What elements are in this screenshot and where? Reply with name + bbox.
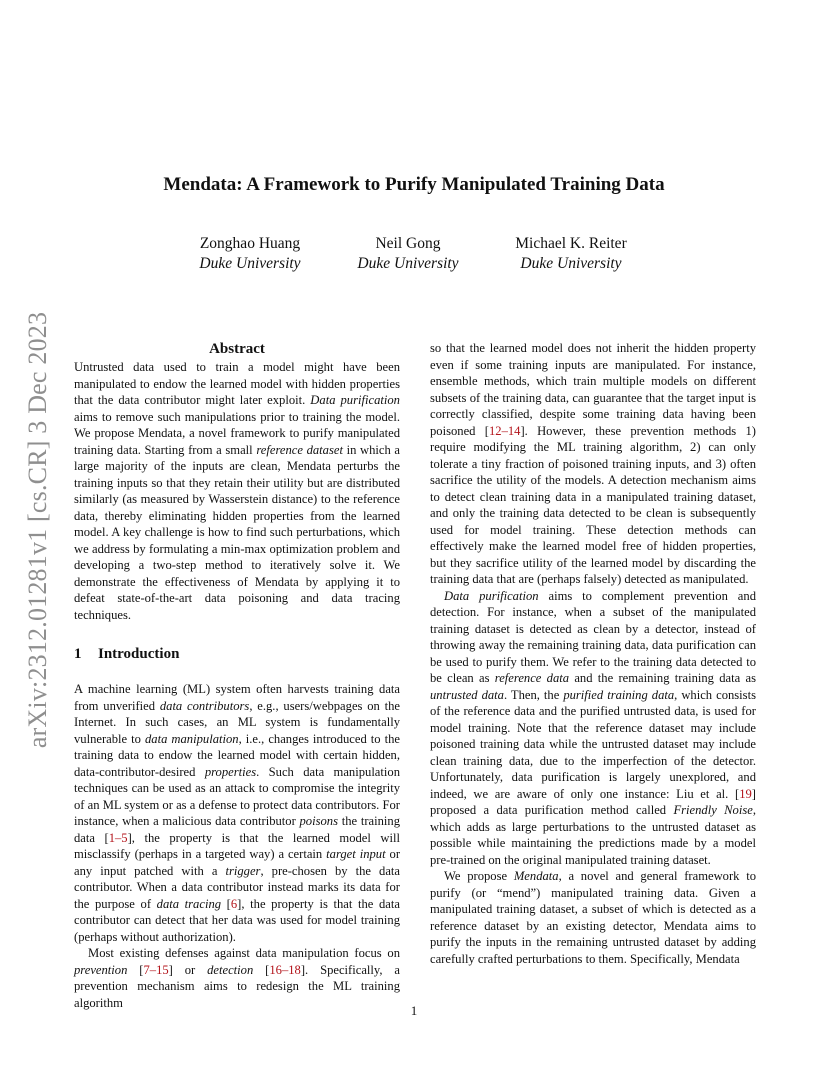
text-run: , e.g., users/webpages on the Internet. In such cases, an ML system is fundamentally vulnerable to xyxy=(74,698,401,746)
intro-paragraph xyxy=(74,945,400,1011)
section-number: 1 xyxy=(74,646,82,662)
page-number: 1 xyxy=(410,1003,418,1018)
emphasis-text: Friendly Noise xyxy=(673,803,753,817)
emphasis-text: purified training data xyxy=(563,687,675,702)
paper-title: Mendata: A Framework to Purify Manipulated Training Data xyxy=(163,174,665,195)
text-run: or any input patched with a xyxy=(74,847,401,878)
text-run: , a novel and general framework to purify (or “mend”) manipulated training data. Given a manipulated training dataset, a subset of which is detected as a reference dataset by an existing detector, Mendata aims to purify the inputs in the remaining untrusted dataset by adding carefully crafted perturbations to them. Specifically, Mendata xyxy=(430,869,756,966)
emphasis-text: target input xyxy=(326,847,386,861)
author-affiliation: Duke University xyxy=(357,255,459,272)
emphasis-text: Data purification xyxy=(444,588,539,603)
author-block xyxy=(318,234,498,274)
author-affiliation: Duke University xyxy=(199,255,301,272)
emphasis-text: detection xyxy=(207,962,254,977)
emphasis-text: properties xyxy=(204,764,257,779)
arxiv-identifier: arXiv:2312.01281v1 [cs.CR] 3 Dec 2023 xyxy=(23,311,52,749)
emphasis-text: data contributors xyxy=(159,698,250,713)
text-run: Most existing defenses against data manipulation focus on xyxy=(88,946,400,960)
abstract-heading: Abstract xyxy=(209,341,265,357)
arxiv-sidebar xyxy=(18,290,58,770)
emphasis-text: data manipulation xyxy=(145,731,239,746)
text-run: , which consists of the reference data and the purified untrusted data, is used for model training. Note that the reference dataset may include poisoned training data while the untrusted dataset may include clean training data, due to the imperfection of the detector. Unfortunately, data purification is largely unexplored, and indeed, we are aware of only one instance: Liu et al. [ xyxy=(430,687,756,801)
text-run: aims to remove such manipulations prior to training the model. We propose Mendata, a novel framework to purify manipulated training data. Starting from a small xyxy=(74,409,400,457)
author-name: Neil Gong xyxy=(375,235,441,252)
text-run: A machine learning (ML) system often harvests training data from unverified xyxy=(74,682,400,713)
emphasis-text: Mendata xyxy=(513,869,559,883)
text-run: ], the property is that the data contributor can detect that her data was used for model training (perhaps without authorization). xyxy=(74,896,400,944)
text-run: [ xyxy=(253,962,270,977)
citation-link[interactable]: 7–15 xyxy=(143,962,169,977)
text-run: aims to complement prevention and detection. For instance, when a subset of the manipulated training dataset is detected as clean by a detector, instead of throwing away the remaining training data, data purification can be used to purify them. We refer to the training data detected to be clean as xyxy=(430,588,756,685)
left-column xyxy=(74,340,400,1011)
text-run: [ xyxy=(127,962,144,977)
text-run: in which a large majority of the inputs are clean, Mendata perturbs the training inputs so that they retain their utility but are distributed similarly (as measured by Wasserstein distance) to the reference data, thereby eliminating hidden properties from the learned model. A key challenge is how to find such perturbations, which we address by formulating a min-max optimization problem and developing a two-step method to iteratively solve it. We demonstrate the effectiveness of Mendata by applying it to defeat state-of-the-art data poisoning and data tracing techniques. xyxy=(74,442,401,622)
text-run: the training data [ xyxy=(74,814,400,845)
body-paragraph xyxy=(430,868,756,967)
emphasis-text: untrusted data xyxy=(430,687,504,702)
text-run: ]. However, these prevention methods 1) require modifying the ML training algorithm, 2) can only tolerate a tiny fraction of poisoned training inputs, and 3) often sacrifice the utility of the models. A detection mechanism aims to detect clean training data in a manipulated training dataset, and only the training data detected to be clean is subsequently used for model training. These detection methods can effectively make the learned model free of hidden properties, but they sacrifice utility of the learned model by discarding the training data that are (perhaps falsely) detected as manipulated. xyxy=(430,423,756,586)
citation-link[interactable]: 12–14 xyxy=(488,423,521,438)
text-run: , i.e., changes introduced to the training data to endow the learned model with certain hidden, data-contributor-desired xyxy=(74,731,400,779)
body-paragraph xyxy=(430,588,756,869)
author-block xyxy=(481,234,661,274)
emphasis-text: Data purification xyxy=(310,393,400,407)
text-run: We propose xyxy=(444,869,514,883)
text-run: [ xyxy=(221,896,231,911)
citation-link[interactable]: 16–18 xyxy=(269,962,301,977)
text-run: ], the property is that the learned model will misclassify (perhaps in a targeted way) a certain xyxy=(74,830,400,861)
emphasis-text: data tracing xyxy=(156,896,222,911)
citation-link[interactable]: 1–5 xyxy=(108,830,128,845)
author-affiliation: Duke University xyxy=(520,255,622,272)
text-run: . Such data manipulation techniques can be used as an attack to compromise the integrity of an ML system or as a defense to protect data contributors. For instance, when a malicious data contributor xyxy=(74,764,400,828)
author-name: Michael K. Reiter xyxy=(515,235,627,252)
intro-paragraph xyxy=(74,681,400,945)
text-run: so that the learned model does not inherit the hidden property even if some training inputs are manipulated. For instance, ensemble methods, which train multiple models on different subsets of the training data, can guarantee that the target input is correctly classified, despite some training data having been poisoned [ xyxy=(430,341,756,438)
emphasis-text: reference dataset xyxy=(256,442,343,457)
text-run: , which adds as large perturbations to the untrusted dataset as possible while maintaining the predictions made by a model pre-trained on the original manipulated training dataset. xyxy=(430,803,756,867)
citation-link[interactable]: 6 xyxy=(230,896,238,911)
emphasis-text: poisons xyxy=(299,814,338,828)
right-column xyxy=(430,340,756,967)
section-title: Introduction xyxy=(98,646,180,662)
citation-link[interactable]: 19 xyxy=(739,786,752,801)
text-run: ] proposed a data purification method called xyxy=(430,786,756,817)
author-block xyxy=(160,234,340,274)
emphasis-text: reference data xyxy=(494,671,570,685)
section-heading xyxy=(74,645,400,663)
emphasis-text: prevention xyxy=(74,962,128,977)
text-run: ]. Specifically, a prevention mechanism aims to redesign the ML training algorithm xyxy=(74,962,401,1010)
abstract-body xyxy=(74,359,400,623)
text-run: , pre-chosen by the data contributor. When a data contributor instead marks its data for the purpose of xyxy=(74,863,400,911)
emphasis-text: trigger xyxy=(225,863,261,878)
text-run: Untrusted data used to train a model might have been manipulated to endow the learned model with hidden properties that the data contributor might later exploit. xyxy=(74,360,400,407)
author-name: Zonghao Huang xyxy=(199,235,301,252)
text-run: ] or xyxy=(168,962,208,977)
text-run: and the remaining training data as xyxy=(569,671,756,685)
text-run: . Then, the xyxy=(503,687,564,702)
body-paragraph xyxy=(430,340,756,588)
